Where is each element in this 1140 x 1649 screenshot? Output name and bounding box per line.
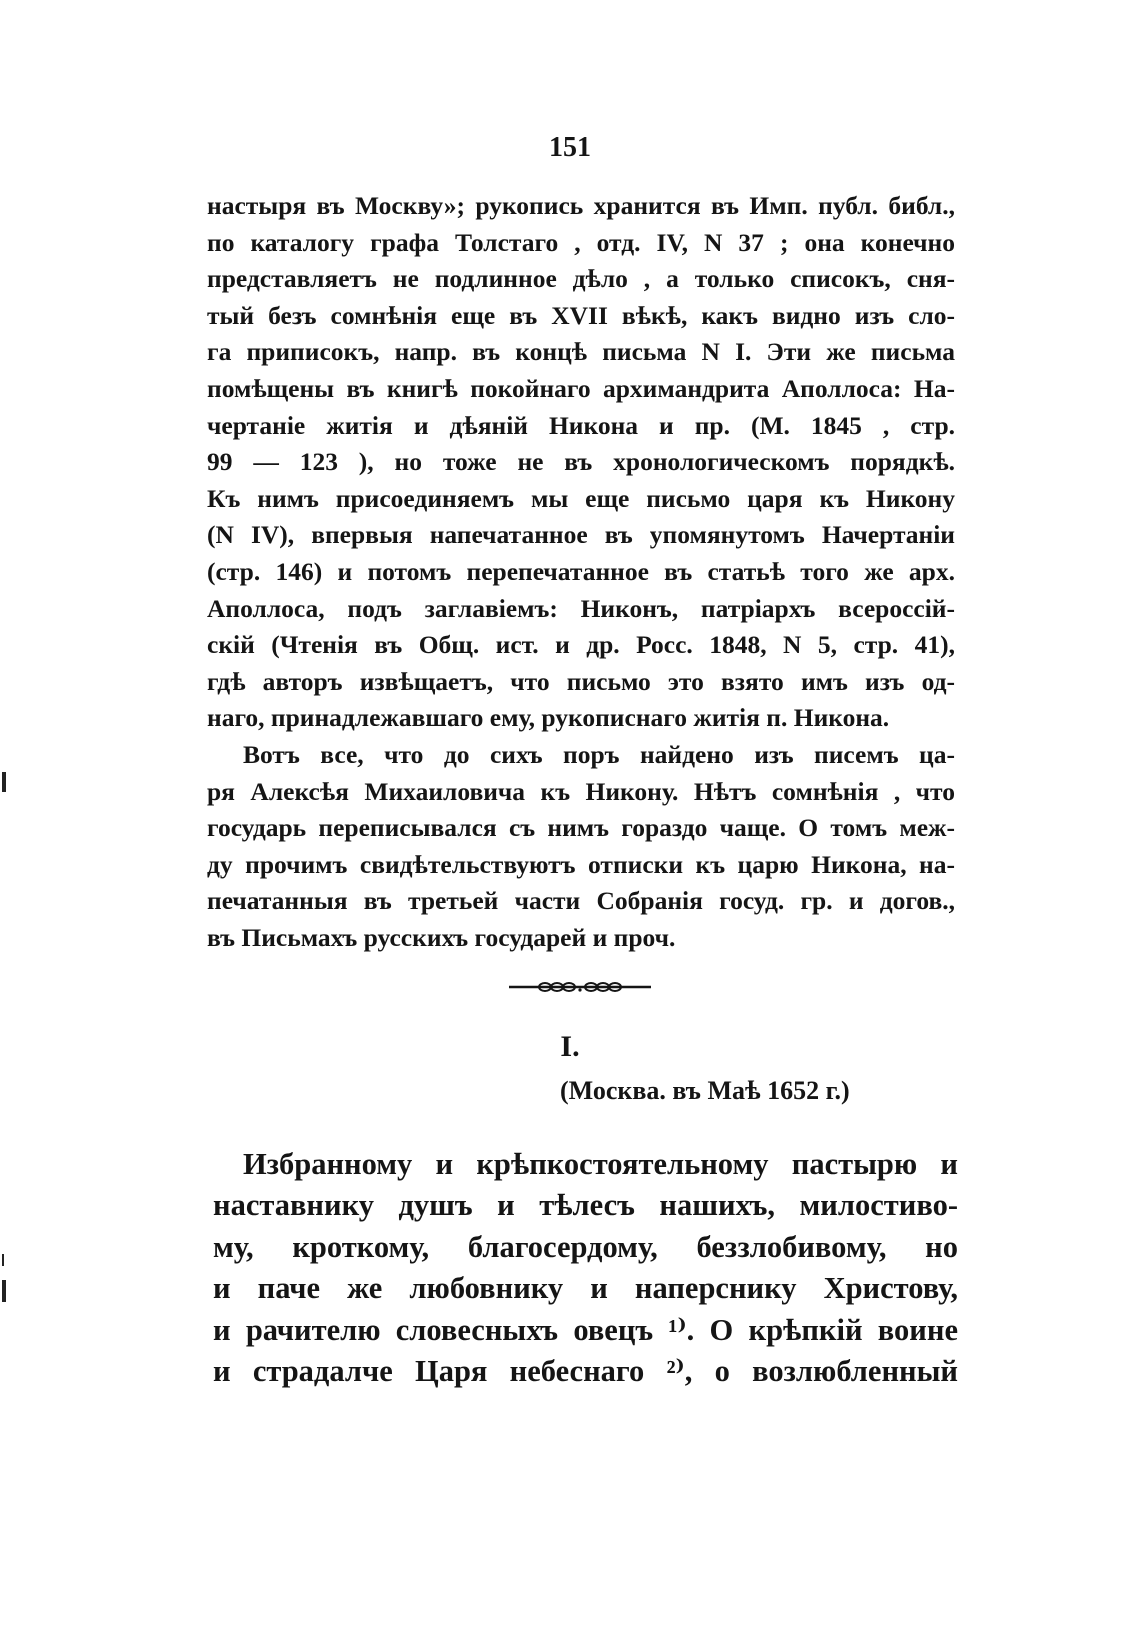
text-line: га приписокъ, напр. въ концѣ письма N I. Эти же письма (207, 337, 955, 367)
text-line: Избранному и крѣпкостоятельному пастырю и (243, 1147, 958, 1181)
text-line: наго, принадлежавшаго ему, рукописнаго житія п. Никона. (207, 703, 890, 733)
text-line: государь переписывался съ нимъ гораздо чаще. О томъ меж- (207, 813, 955, 843)
paragraph-1 (207, 188, 955, 737)
text-line: наставнику душъ и тѣлесъ нашихъ, милостиво- (213, 1188, 958, 1223)
scan-margin-mark (2, 772, 6, 792)
text-line: гдѣ авторъ извѣщаетъ, что письмо это взято имъ изъ од- (207, 666, 955, 696)
paragraph-2 (207, 737, 955, 957)
text-line: тый безъ сомнѣнія еще въ XVII вѣкѣ, какъ видно изъ сло- (207, 300, 955, 330)
text-line: 99 — 123 ), но тоже не въ хронологическомъ порядкѣ. (207, 447, 955, 477)
text-line: въ Письмахъ русскихъ государей и проч. (207, 922, 676, 952)
ornament-divider-icon (507, 980, 653, 994)
text-line: и страдалче Царя небеснаго ²⁾, о возлюбленный (213, 1353, 958, 1388)
text-line: Аполлоса, подъ заглавіемъ: Никонъ, патріархъ всероссій- (207, 593, 955, 623)
text-line: скій (Чтенія въ Общ. ист. и др. Росс. 1848, N 5, стр. 41), (207, 630, 955, 660)
text-line: представляетъ не подлинное дѣло , а только списокъ, сня- (207, 264, 955, 294)
text-line: ду прочимъ свидѣтельствуютъ отписки къ царю Никона, на- (207, 849, 955, 879)
text-line: настыря въ Москву»; рукопись хранится въ Имп. публ. библ., (207, 191, 955, 220)
text-line: ря Алексѣя Михаиловича къ Никону. Нѣтъ сомнѣнія , что (207, 776, 955, 806)
text-line: му, кроткому, благосердому, беззлобивому, но (213, 1229, 958, 1264)
text-line: помѣщены въ книгѣ покойнаго архимандрита Аполлоса: На- (207, 373, 955, 403)
text-line: Вотъ все, что до сихъ поръ найдено изъ писемъ ца- (243, 740, 955, 769)
scan-margin-mark (2, 1280, 6, 1302)
letter-body (213, 1144, 958, 1392)
dateline: (Москва. въ Маѣ 1652 г.) (560, 1076, 850, 1105)
text-line: по каталогу графа Толстаго , отд. IV, N 37 ; она конечно (207, 227, 955, 257)
text-line: чертаніе житія и дѣяній Никона и пр. (М. 1845 , стр. (207, 410, 955, 440)
text-line: и паче же любовнику и наперснику Христову, (213, 1271, 958, 1306)
text-line: (стр. 146) и потомъ перепечатанное въ статьѣ того же арх. (207, 556, 955, 586)
text-line: печатанныя въ третьей части Собранія госуд. гр. и догов., (207, 886, 955, 916)
letter-number: I. (560, 1030, 580, 1063)
page-number: 151 (549, 132, 591, 163)
text-line: Къ нимъ присоединяемъ мы еще письмо царя къ Никону (207, 483, 955, 513)
text-line: и рачителю словесныхъ овецъ ¹⁾. О крѣпкій воине (213, 1312, 958, 1347)
text-line: (N IV), впервыя напечатанное въ упомянутомъ Начертаніи (207, 520, 955, 550)
scan-margin-mark (2, 1254, 4, 1266)
